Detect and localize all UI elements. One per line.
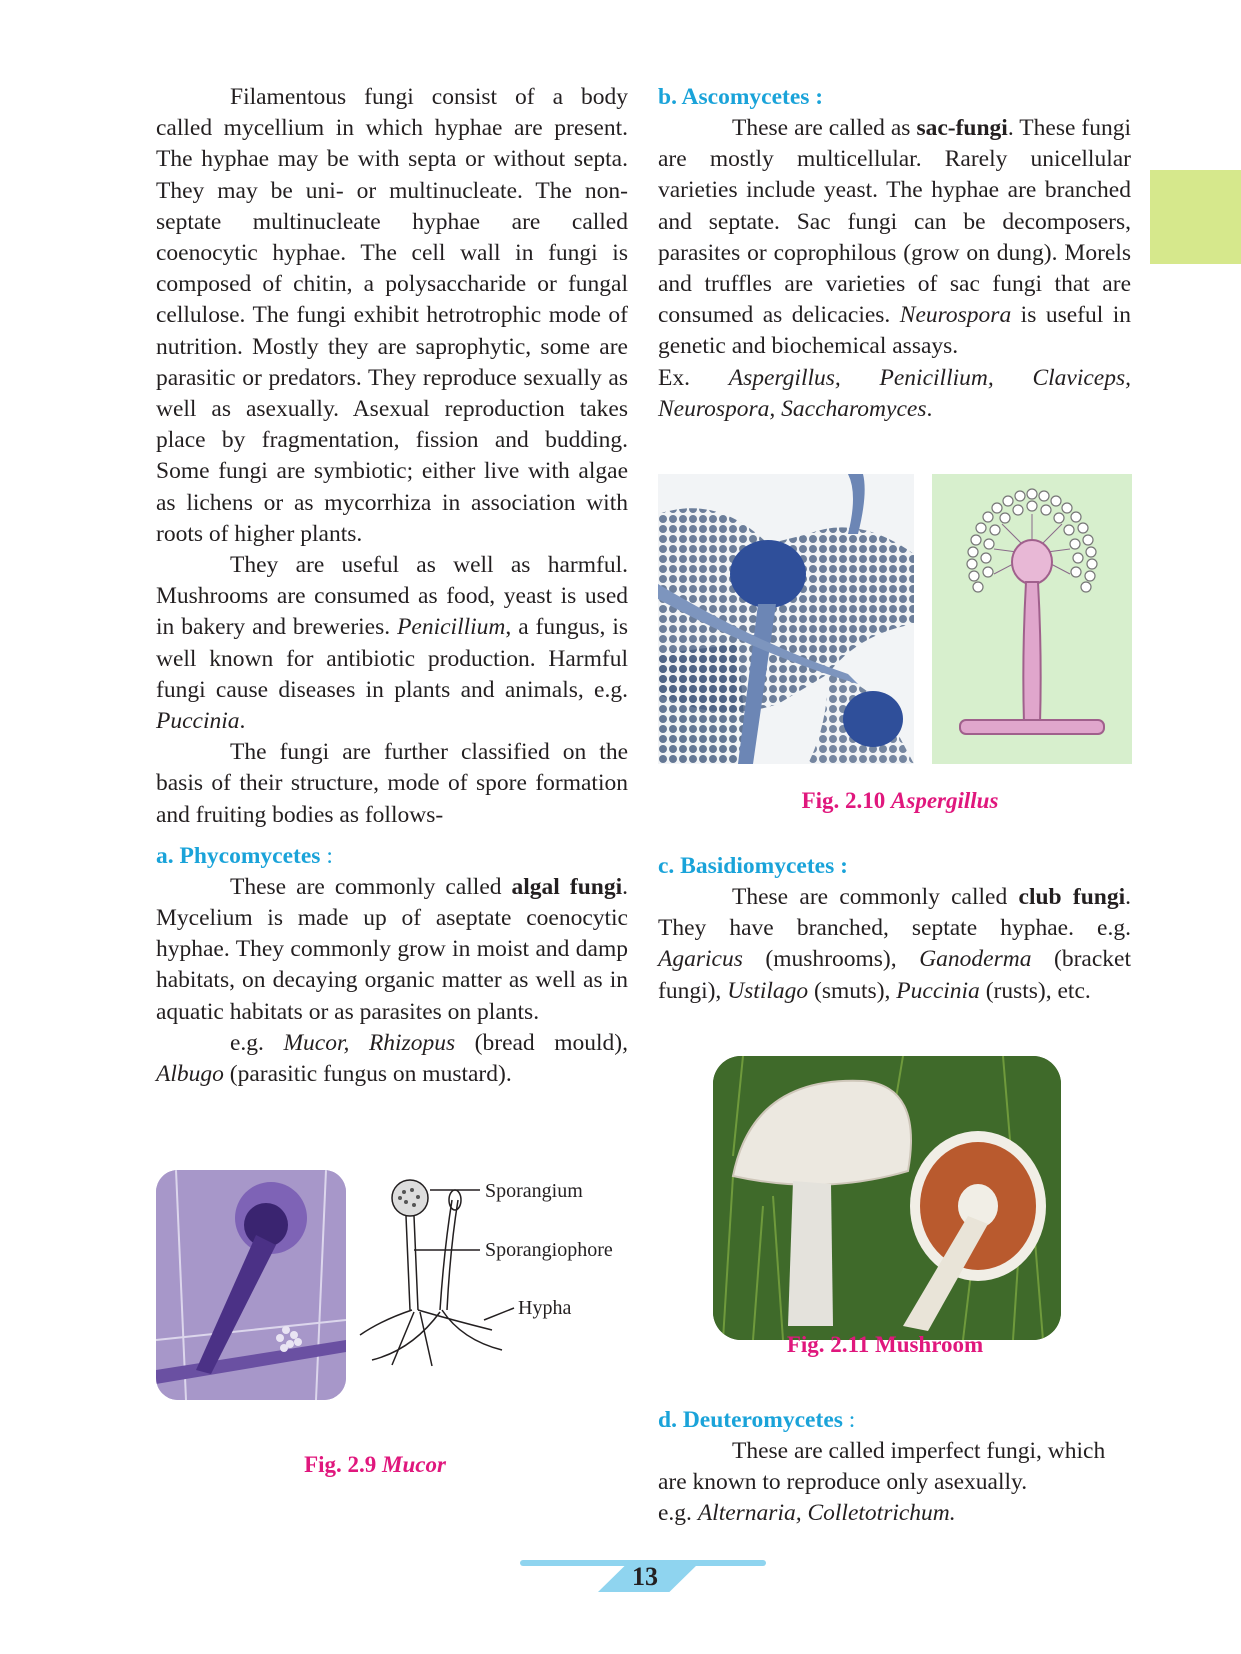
caption-fig-2-11: Fig. 2.11 Mushroom bbox=[786, 1332, 984, 1357]
right-column-middle bbox=[658, 851, 1131, 1007]
chapter-side-tab bbox=[1150, 170, 1241, 264]
paragraph-deuteromycetes: These are called imperfect fungi, which are known to reproduce only asexually. bbox=[658, 1438, 1106, 1496]
mucor-micrograph-drawing bbox=[156, 1170, 346, 1400]
label-sporangiophore: Sporangiophore bbox=[485, 1239, 613, 1261]
mushroom-photo-drawing bbox=[713, 1056, 1061, 1340]
paragraph-basidiomycetes: These are commonly called club fungi. They have branched, septate hyphae. e.g. Agaricus (mushrooms), Ganoderma (bracket fungi), Ustilago (smuts), Puccinia (rusts), etc. bbox=[658, 884, 1132, 1004]
paragraph-phycomycetes: These are commonly called algal fungi. Mycelium is made up of aseptate coenocytic hyphae. They commonly grow in moist and damp habitats, on decaying organic matter as well as in aquatic habitats or as parasites on plants. bbox=[156, 873, 628, 1025]
aspergillus-diagram-drawing bbox=[932, 474, 1132, 764]
paragraph-classification: The fungi are further classified on the basis of their structure, mode of spore formation and fruiting bodies as follows- bbox=[156, 739, 628, 828]
paragraph-ascomycetes-examples: Ex. Aspergillus, Penicillium, Claviceps, Neurospora, Saccharomyces. bbox=[658, 364, 1131, 422]
caption-fig-2-10: Fig. 2.10 Aspergillus bbox=[801, 788, 999, 813]
aspergillus-diagram bbox=[932, 474, 1132, 764]
caption-fig-2-9: Fig. 2.9 Mucor bbox=[304, 1452, 446, 1477]
label-hypha: Hypha bbox=[518, 1297, 572, 1319]
heading-basidiomycetes: c. Basidiomycetes : bbox=[658, 853, 848, 879]
mucor-micrograph bbox=[156, 1170, 346, 1400]
mucor-diagram-drawing bbox=[352, 1170, 628, 1370]
heading-deuteromycetes: d. Deuteromycetes : bbox=[658, 1407, 856, 1433]
heading-phycomycetes: a. Phycomycetes : bbox=[156, 842, 333, 869]
aspergillus-micrograph-drawing bbox=[658, 474, 914, 764]
paragraph-deuteromycetes-examples: e.g. Alternaria, Colletotrichum. bbox=[658, 1500, 956, 1527]
aspergillus-micrograph bbox=[658, 474, 914, 764]
paragraph-useful-harmful: They are useful as well as harmful. Mushrooms are consumed as food, yeast is used in bakery and breweries. Penicillium, a fungus, is well known for antibiotic production. Harmful fungi cause diseases in plants and animals, e.g. Puccinia. bbox=[156, 552, 629, 735]
mucor-diagram bbox=[352, 1170, 628, 1370]
label-sporangium: Sporangium bbox=[485, 1180, 583, 1202]
left-column bbox=[156, 82, 628, 1090]
right-column-bottom bbox=[658, 1405, 1131, 1530]
page-number: 13 bbox=[632, 1562, 658, 1591]
mushroom-photo bbox=[713, 1056, 1061, 1340]
paragraph-ascomycetes: These are called as sac-fungi. These fungi are mostly multicellular. Rarely unicellular varieties include yeast. The hyphae are branched and septate. Sac fungi can be decomposers, parasites or coprophilous (grow on dung). Morels and truffles are varieties of sac fungi that are consumed as delicacies. Neurospora is useful in genetic and biochemical assays. bbox=[658, 115, 1131, 360]
paragraph-fungi-body: Filamentous fungi consist of a body called mycellium in which hyphae are present. The hyphae may be with septa or without septa. They may be uni- or multinucleate. The non-septate multinucleate hyphae are called coenocytic hyphae. The cell wall in fungi is composed of chitin, a polysaccharide or fungal cellulose. The fungi exhibit hetrotrophic mode of nutrition. Mostly they are saprophytic, some are parasitic or predators. They reproduce sexually as well as asexually. Asexual reproduction takes place by fragmentation, fission and budding. Some fungi are symbiotic; either live with algae as lichens or as mycorrhiza in association with roots of higher plants. bbox=[156, 84, 628, 547]
heading-ascomycetes: b. Ascomycetes : bbox=[658, 84, 824, 110]
paragraph-phycomycetes-examples: e.g. Mucor, Rhizopus (bread mould), Albugo (parasitic fungus on mustard). bbox=[156, 1029, 628, 1088]
right-column-upper bbox=[658, 82, 1131, 425]
